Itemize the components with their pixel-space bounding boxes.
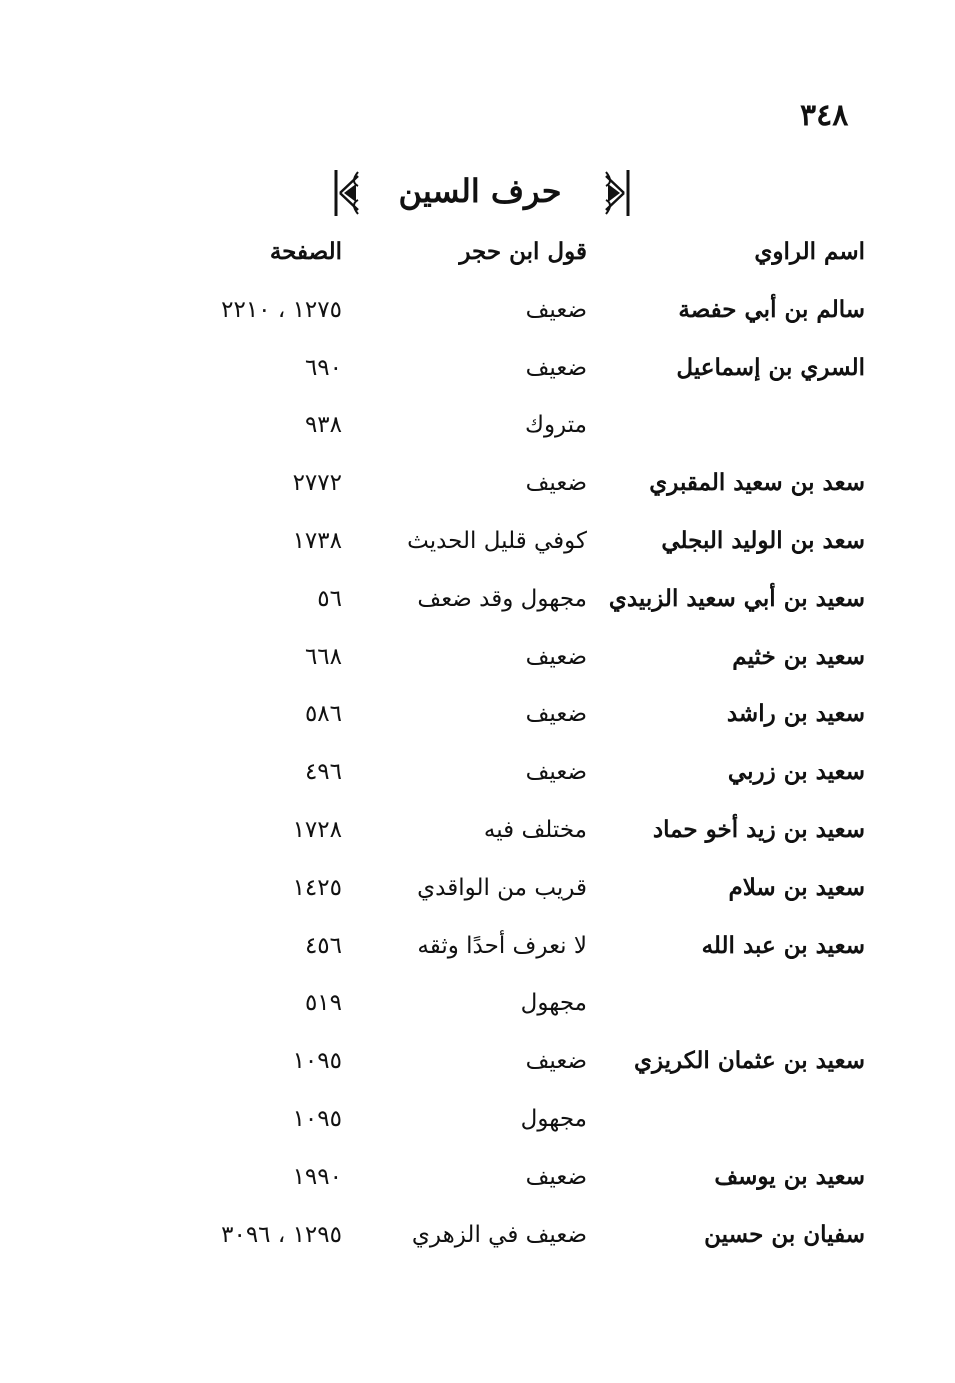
narrator-name: السري بن إسماعيل [676,353,865,381]
page-reference: ٥٦ [317,585,342,612]
narrator-name: سفيان بن حسين [704,1220,865,1248]
narrator-name: سعيد بن زربي [727,758,865,786]
table-row [0,983,955,1041]
narrator-name: سعيد بن زيد أخو حماد [652,815,865,843]
ibn-hajar-verdict: كوفي قليل الحديث [407,527,587,554]
ibn-hajar-verdict: ضعيف [525,759,587,786]
table-row [0,1215,955,1273]
ibn-hajar-verdict: ضعيف [525,296,587,323]
narrator-name: سعيد بن عبد الله [701,931,865,959]
table-row [0,348,955,406]
narrator-name: سعيد بن خثيم [732,642,865,670]
page-reference: ٥٨٦ [304,701,342,728]
ornament-right-icon [600,168,634,218]
narrator-name: سعيد بن أبي سعيد الزبيدي [608,584,865,612]
table-row [0,1157,955,1215]
ibn-hajar-verdict: ضعيف [525,701,587,728]
ibn-hajar-verdict: ضعيف [525,1048,587,1075]
page-reference: ٤٩٦ [304,759,342,786]
page-reference: ٦٩٠ [304,354,342,381]
table-body [0,290,955,1273]
ibn-hajar-verdict: ضعيف [525,643,587,670]
narrator-name: سالم بن أبي حفصة [678,295,865,323]
narrator-name: سعيد بن سلام [728,873,865,901]
page-reference: ١٧٣٨ [292,527,342,554]
table-row [0,752,955,810]
page-reference: ١٠٩٥ [292,1105,342,1132]
table-row [0,463,955,521]
page-reference: ١٤٢٥ [292,874,342,901]
ibn-hajar-verdict: ضعيف [525,354,587,381]
table-row [0,1099,955,1157]
page-number: ٣٤٨ [800,98,849,133]
header-name: اسم الراوي [754,238,865,265]
page-reference: ٢٧٧٢ [292,470,342,497]
page-reference: ١٩٩٠ [292,1163,342,1190]
table-row [0,521,955,579]
ibn-hajar-verdict: مجهول [520,990,587,1017]
table-row [0,1041,955,1099]
ibn-hajar-verdict: لا نعرف أحدًا وثقه [417,932,587,959]
ibn-hajar-verdict: ضعيف [525,1163,587,1190]
page-reference: ١٢٧٥ ، ٢٢١٠ [221,296,342,323]
narrator-name: سعيد بن يوسف [714,1162,865,1190]
page-reference: ١٠٩٥ [292,1048,342,1075]
page-reference: ٤٥٦ [304,932,342,959]
ibn-hajar-verdict: ضعيف في الزهري [411,1221,587,1248]
narrator-name: سعيد بن راشد [726,700,865,728]
table-row [0,810,955,868]
page-reference: ٦٦٨ [304,643,342,670]
ornament-left-icon [330,168,364,218]
header-quote: قول ابن حجر [459,238,587,265]
ibn-hajar-verdict: مجهول [520,1105,587,1132]
narrator-name: سعد بن الوليد البجلي [661,526,865,554]
narrator-name: سعيد بن عثمان الكريزي [633,1047,865,1075]
section-title: حرف السين [398,172,562,210]
table-row [0,579,955,637]
section-heading [320,168,640,218]
ibn-hajar-verdict: متروك [524,412,587,439]
header-page: الصفحة [269,238,342,265]
ibn-hajar-verdict: قريب من الواقدي [417,874,587,901]
table-row [0,637,955,695]
page-reference: ١٢٩٥ ، ٣٠٩٦ [221,1221,342,1248]
ibn-hajar-verdict: مجهول وقد ضعف [417,585,587,612]
table-row [0,868,955,926]
table-row [0,694,955,752]
narrators-table [0,232,955,1272]
table-row [0,926,955,984]
ibn-hajar-verdict: ضعيف [525,470,587,497]
narrator-name: سعد بن سعيد المقبري [649,469,865,497]
table-row [0,290,955,348]
page-reference: ٩٣٨ [304,412,342,439]
page-reference: ١٧٢٨ [292,816,342,843]
ibn-hajar-verdict: مختلف فيه [483,816,587,843]
table-row [0,405,955,463]
table-header [0,232,955,290]
page-reference: ٥١٩ [304,990,342,1017]
